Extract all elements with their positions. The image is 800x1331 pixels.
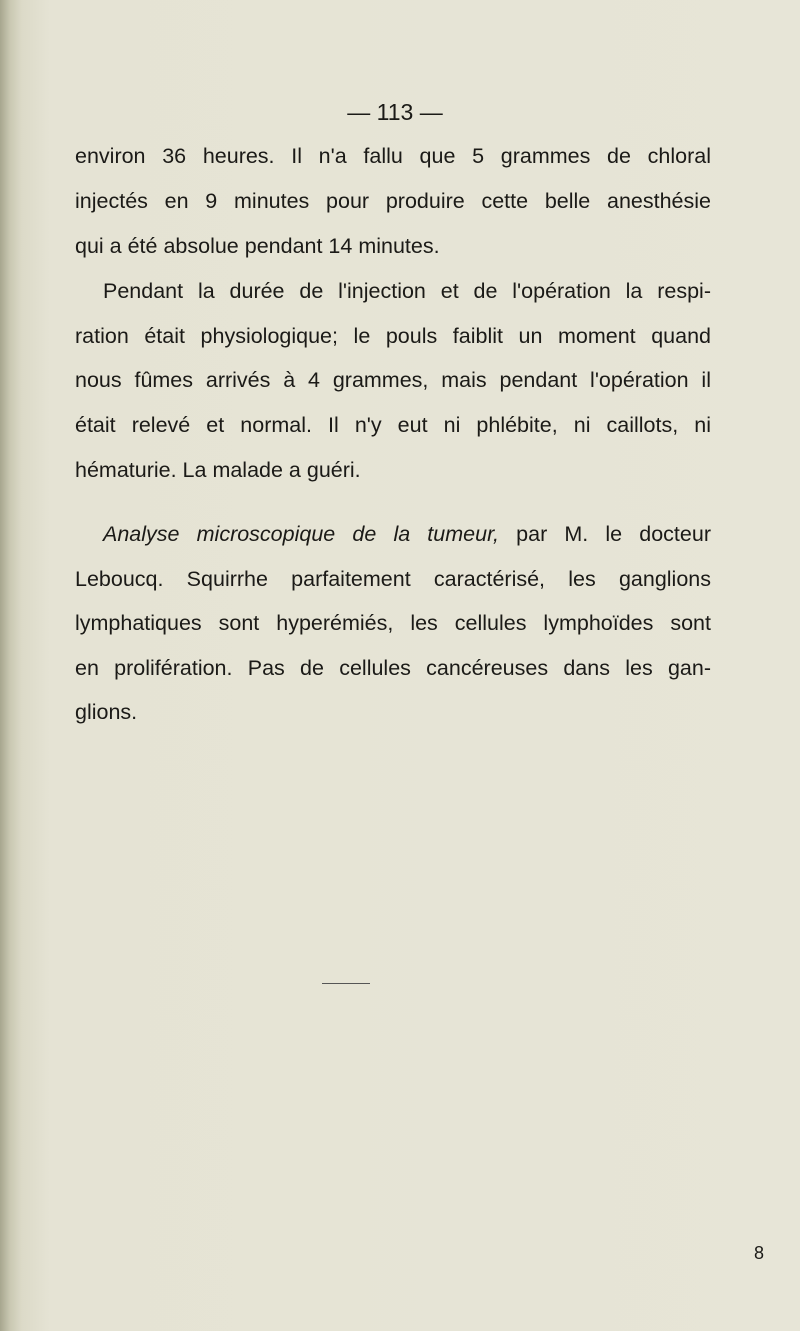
- text-span: par M. le docteur: [516, 522, 711, 546]
- signature-mark: 8: [754, 1243, 765, 1263]
- text-line: était relevé et normal. Il n'y eut ni phlébite, ni caillots, ni: [75, 413, 711, 437]
- text-line: hématurie. La malade a guéri.: [75, 458, 361, 482]
- text-line: qui a été absolue pendant 14 minutes.: [75, 234, 440, 258]
- text-line: [103, 521, 711, 547]
- text-line: Pendant la durée de l'injection et de l'opération la respi-: [103, 279, 711, 303]
- text-line: Leboucq. Squirrhe parfaitement caractérisé, les ganglions: [75, 567, 711, 591]
- text-line: environ 36 heures. Il n'a fallu que 5 grammes de chloral: [75, 144, 711, 168]
- separator-rule: [322, 983, 370, 984]
- text-line: ration était physiologique; le pouls faiblit un moment quand: [75, 324, 711, 348]
- section-heading: Analyse microscopique de la tumeur,: [103, 522, 500, 546]
- text-line: lymphatiques sont hyperémiés, les cellules lymphoïdes sont: [75, 611, 711, 635]
- text-line: en prolifération. Pas de cellules cancéreuses dans les gan-: [75, 656, 711, 680]
- text-line: glions.: [75, 700, 138, 724]
- text-line: nous fûmes arrivés à 4 grammes, mais pendant l'opération il: [75, 368, 711, 392]
- text-line: injectés en 9 minutes pour produire cette belle anesthésie: [75, 189, 711, 213]
- page-number: — 113 —: [347, 99, 443, 125]
